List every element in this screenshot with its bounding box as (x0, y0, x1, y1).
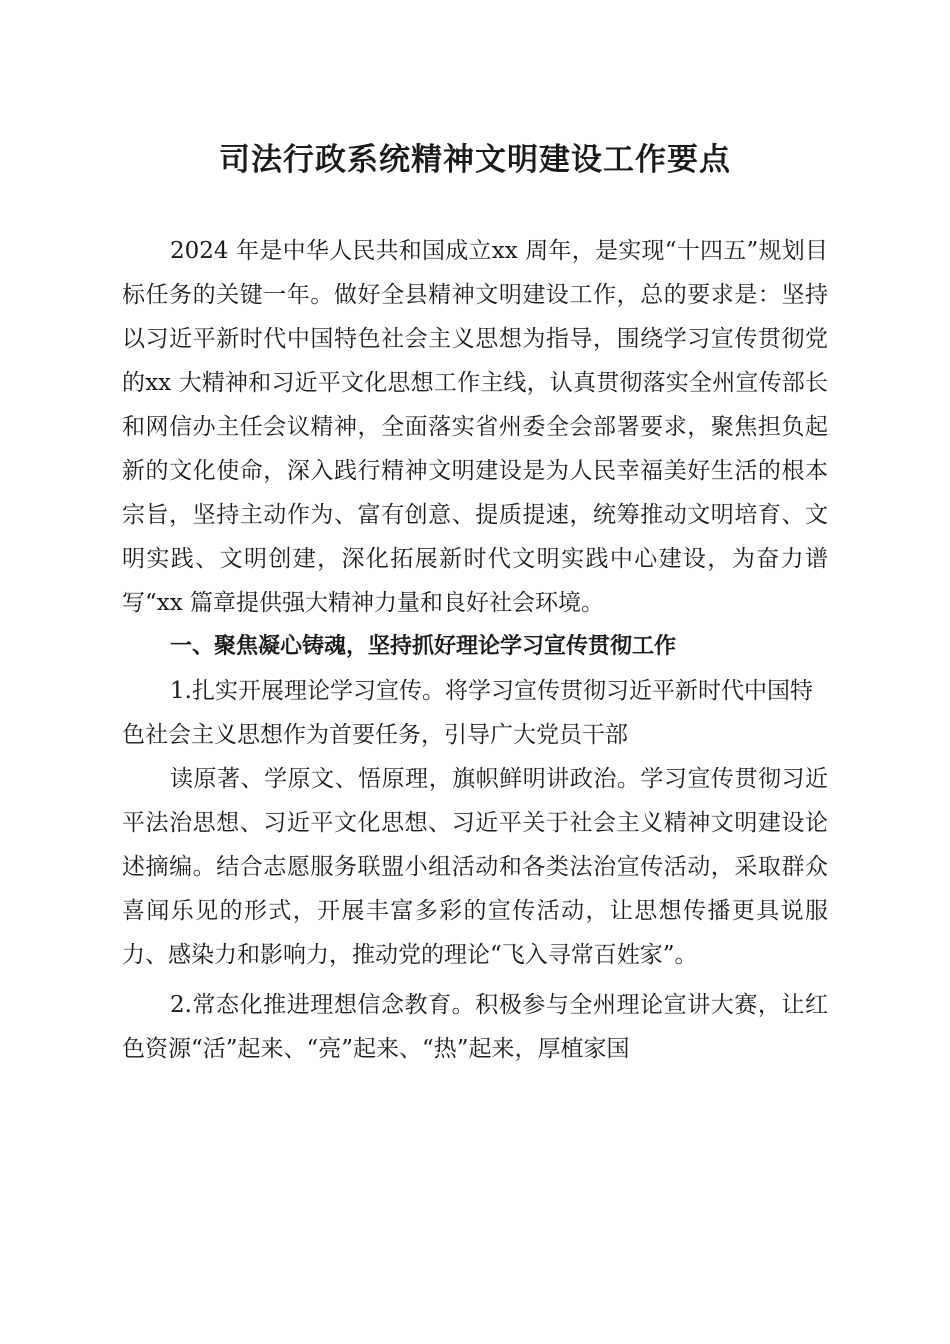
page-title: 司法行政系统精神文明建设工作要点 (219, 142, 731, 178)
document-body (122, 229, 828, 1071)
section-heading: 一、聚焦凝心铸魂，坚持抓好理论学习宣传贯彻工作 (170, 634, 677, 659)
intro-paragraph: 2024 年是中华人民共和国成立xx 周年，是实现“十四五”规划目标任务的关键一年。做好全县精神文明建设工作，总的要求是：坚持以习近平新时代中国特色社会主义思想为指导，围绕学习宣传贯彻党的xx 大精神和习近平文化思想工作主线，认真贯彻落实全州宣传部长和网信办主任会议精神，全面落实省州委全会部署要求，聚焦担负起新的文化使命，深入践行精神文明建设是为人民幸福美好生活的根本宗旨，坚持主动作为、富有创意、提质提速，统筹推动文明培育、文明实践、文明创建，深化拓展新时代文明实践中心建设，为奋力谱写“xx 篇章提供强大精神力量和良好社会环境。 (122, 238, 828, 616)
item-1-continuation: 读原著、学原文、悟原理，旗帜鲜明讲政治。学习宣传贯彻习近平法治思想、习近平文化思想、习近平关于社会主义精神文明建设论述摘编。结合志愿服务联盟小组活动和各类法治宣传活动，采取群众喜闻乐见的形式，开展丰富多彩的宣传活动，让思想传播更具说服力、感染力和影响力，推动党的理论“飞入寻常百姓家”。 (122, 766, 828, 968)
item-2-paragraph: 2.常态化推进理想信念教育。积极参与全州理论宣讲大赛，让红色资源“活”起来、“亮”起来、“热”起来，厚植家国 (122, 992, 828, 1062)
item-1-paragraph: 1.扎实开展理论学习宣传。将学习宣传贯彻习近平新时代中国特色社会主义思想作为首要任务，引导广大党员干部 (122, 678, 813, 748)
